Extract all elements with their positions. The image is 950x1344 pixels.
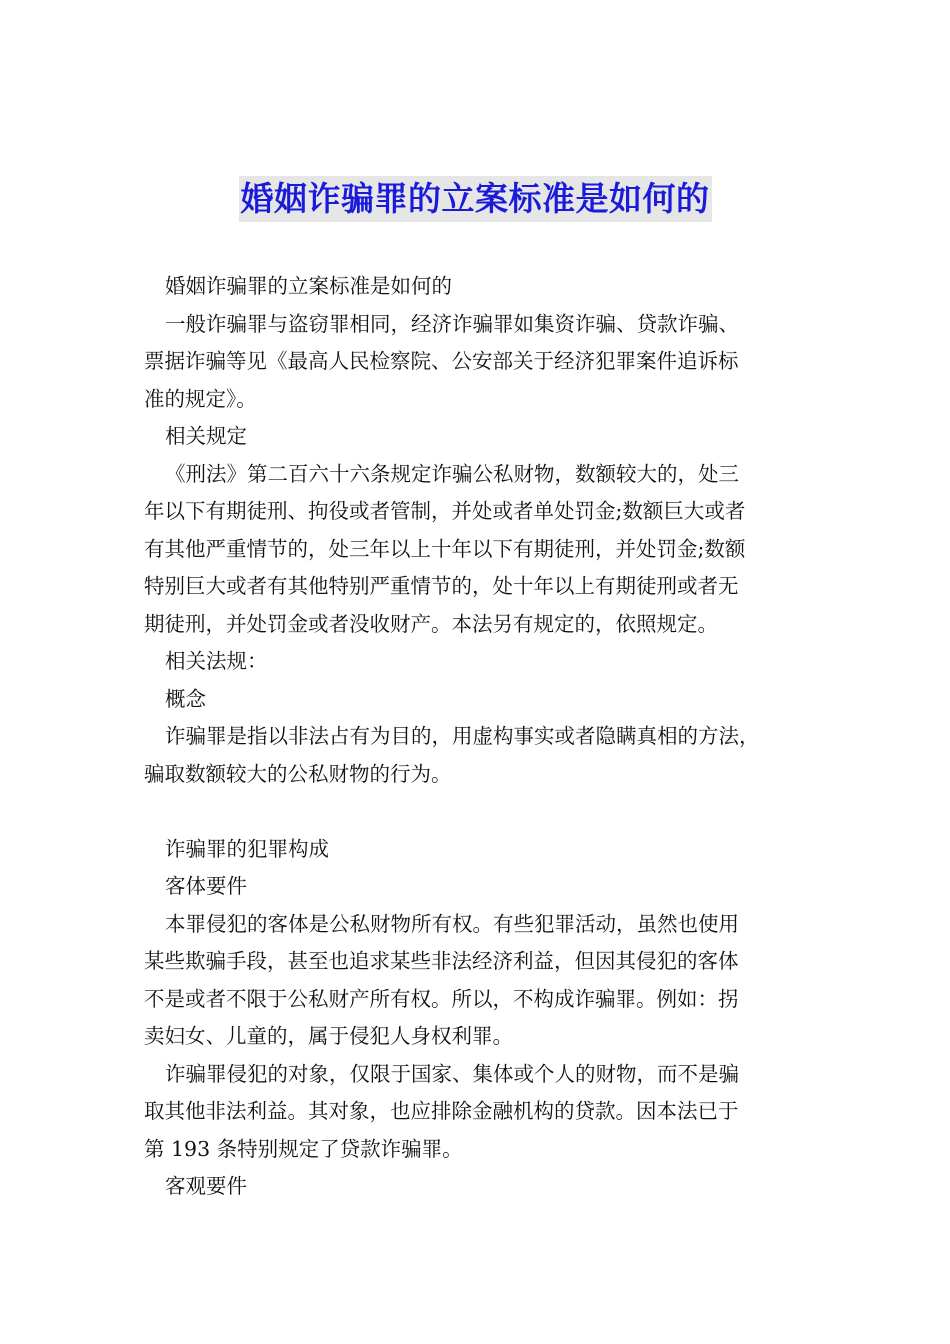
paragraph-line: 骗取数额较大的公私财物的行为。: [144, 761, 452, 786]
paragraph-line: 概念: [165, 686, 206, 711]
blank-line: [144, 793, 824, 831]
paragraph-line: 第 193 条特别规定了贷款诈骗罪。: [144, 1136, 463, 1161]
paragraph-line: 诈骗罪的犯罪构成: [165, 836, 329, 861]
paragraph-line: 诈骗罪侵犯的对象，仅限于国家、集体或个人的财物，而不是骗: [165, 1061, 739, 1086]
paragraph-line: 特别巨大或者有其他特别严重情节的，处十年以上有期徒刑或者无: [144, 574, 739, 598]
paragraph-line: 诈骗罪是指以非法占有为目的，用虚构事实或者隐瞒真相的方法，: [165, 724, 760, 748]
paragraph-line: 某些欺骗手段，甚至也追求某些非法经济利益，但因其侵犯的客体: [144, 949, 739, 973]
paragraph-line: 票据诈骗等见《最高人民检察院、公安部关于经济犯罪案件追诉标: [144, 349, 739, 373]
paragraph-line: 不是或者不限于公私财产所有权。所以，不构成诈骗罪。例如：拐: [144, 986, 739, 1011]
paragraph-line: 年以下有期徒刑、拘役或者管制，并处或者单处罚金;数额巨大或者: [144, 499, 746, 523]
paragraph-line: 相关法规：: [165, 649, 268, 673]
paragraph-line: 准的规定》。: [144, 386, 257, 411]
document-title: 婚姻诈骗罪的立案标准是如何的: [239, 176, 712, 222]
document-title-wrap: [0, 176, 950, 222]
paragraph-line: 婚姻诈骗罪的立案标准是如何的: [165, 274, 452, 298]
paragraph-line: 《刑法》第二百六十六条规定诈骗公私财物，数额较大的，处三: [165, 461, 739, 486]
document-body: [144, 268, 824, 1206]
paragraph-line: 一般诈骗罪与盗窃罪相同，经济诈骗罪如集资诈骗、贷款诈骗、: [165, 311, 739, 336]
paragraph-line: 取其他非法利益。其对象，也应排除金融机构的贷款。因本法已于: [144, 1099, 739, 1123]
paragraph-line: 相关规定: [165, 424, 247, 448]
paragraph-line: 有其他严重情节的，处三年以上十年以下有期徒刑，并处罚金;数额: [144, 536, 746, 561]
paragraph-line: 本罪侵犯的客体是公私财物所有权。有些犯罪活动，虽然也使用: [165, 911, 739, 936]
paragraph-line: 客体要件: [165, 874, 247, 898]
paragraph-line: 卖妇女、儿童的，属于侵犯人身权利罪。: [144, 1024, 513, 1048]
paragraph-line: 客观要件: [165, 1174, 247, 1198]
paragraph-line: 期徒刑，并处罚金或者没收财产。本法另有规定的，依照规定。: [144, 611, 718, 636]
